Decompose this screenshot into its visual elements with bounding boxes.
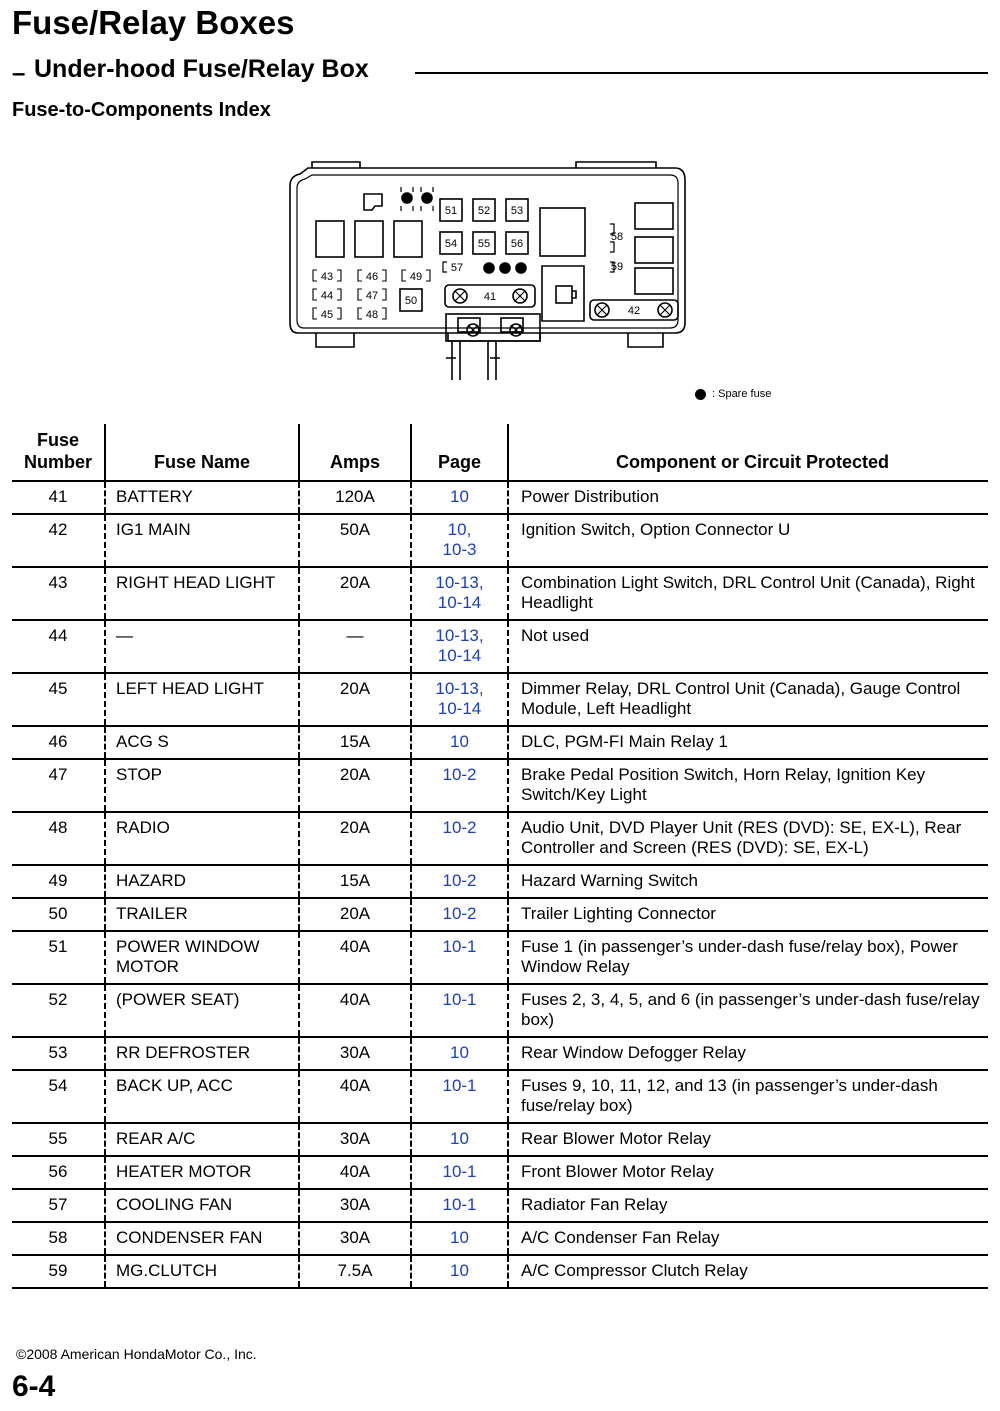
page-ref-cell <box>411 1255 508 1288</box>
header-component: Component or Circuit Protected <box>508 424 988 481</box>
page-ref-cell <box>411 812 508 865</box>
page-ref-link[interactable]: 10-2 <box>442 871 477 890</box>
page-ref-link[interactable]: 10 <box>450 1043 469 1062</box>
subtitle-dash: – <box>12 60 26 87</box>
page-ref-link[interactable]: 10-1 <box>442 990 477 1009</box>
component-cell: Not used <box>508 620 988 673</box>
subtitle-rule <box>415 72 988 74</box>
table-row <box>12 567 988 620</box>
page-ref-link[interactable]: 10-13, <box>435 626 484 645</box>
diagram-label: 44 <box>320 290 334 302</box>
component-cell: Fuse 1 (in passenger’s under-dash fuse/relay box), Power Window Relay <box>508 931 988 984</box>
fuse-number-cell: 42 <box>12 514 105 567</box>
fuse-number-cell: 45 <box>12 673 105 726</box>
header-fuse-number-line2: Number <box>23 452 92 472</box>
table-header-row <box>12 424 988 481</box>
component-cell: Rear Blower Motor Relay <box>508 1123 988 1156</box>
page-ref-link[interactable]: 10-1 <box>442 1162 477 1181</box>
table-row <box>12 898 988 931</box>
page-ref-cell <box>411 898 508 931</box>
fuse-amps-cell: 20A <box>299 759 411 812</box>
housing-outline <box>290 168 685 333</box>
fuse-name-cell: (POWER SEAT) <box>105 984 299 1037</box>
fuse-amps-cell: 50A <box>299 514 411 567</box>
diagram-label: 56 <box>510 238 524 250</box>
diagram-label: 59 <box>610 261 624 273</box>
diagram-label: 41 <box>483 291 497 303</box>
fuse-number-cell: 58 <box>12 1222 105 1255</box>
component-cell: Brake Pedal Position Switch, Horn Relay, Ignition Key Switch/Key Light <box>508 759 988 812</box>
fuse-number-cell: 51 <box>12 931 105 984</box>
diagram-label: 49 <box>409 271 423 283</box>
fuse-name-cell: MG.CLUTCH <box>105 1255 299 1288</box>
fuse-amps-cell: 40A <box>299 931 411 984</box>
fuse-number-cell: 54 <box>12 1070 105 1123</box>
table-row <box>12 1189 988 1222</box>
table-row <box>12 673 988 726</box>
diagram-label: 47 <box>365 290 379 302</box>
fuse-name-cell: TRAILER <box>105 898 299 931</box>
fuse-amps-cell: 20A <box>299 898 411 931</box>
fuse-name-cell: COOLING FAN <box>105 1189 299 1222</box>
diagram-label: 53 <box>510 205 524 217</box>
page-ref-link[interactable]: 10-2 <box>442 818 477 837</box>
fuse-number-cell: 46 <box>12 726 105 759</box>
page-ref-cell <box>411 1156 508 1189</box>
page-ref-cell <box>411 514 508 567</box>
fuse-amps-cell: 40A <box>299 1070 411 1123</box>
page-ref-link[interactable]: 10-1 <box>442 937 477 956</box>
copyright: ©2008 American HondaMotor Co., Inc. <box>16 1346 257 1362</box>
table-row <box>12 759 988 812</box>
table-row <box>12 514 988 567</box>
page-ref-link[interactable]: 10-1 <box>442 1195 477 1214</box>
page-ref-cell <box>411 567 508 620</box>
page-ref-link[interactable]: 10, <box>447 520 472 539</box>
fuse-number-cell: 56 <box>12 1156 105 1189</box>
fuse-amps-cell: 20A <box>299 812 411 865</box>
component-cell: Fuses 2, 3, 4, 5, and 6 (in passenger’s under-dash fuse/relay box) <box>508 984 988 1037</box>
table-row <box>12 481 988 514</box>
fuse-amps-cell: 120A <box>299 481 411 514</box>
table-row <box>12 1222 988 1255</box>
fuse-name-cell: REAR A/C <box>105 1123 299 1156</box>
table-row <box>12 1123 988 1156</box>
fuse-amps-cell: 40A <box>299 984 411 1037</box>
component-cell: A/C Compressor Clutch Relay <box>508 1255 988 1288</box>
diagram-label: 54 <box>444 238 458 250</box>
diagram-label: 46 <box>365 271 379 283</box>
diagram-label: 52 <box>477 205 491 217</box>
table-row <box>12 984 988 1037</box>
fuse-amps-cell: 40A <box>299 1156 411 1189</box>
page-ref-cell <box>411 1070 508 1123</box>
component-cell: Dimmer Relay, DRL Control Unit (Canada), Gauge Control Module, Left Headlight <box>508 673 988 726</box>
fuse-amps-cell: 30A <box>299 1222 411 1255</box>
diagram-label: 42 <box>627 305 641 317</box>
fuse-name-cell: RR DEFROSTER <box>105 1037 299 1070</box>
table-row <box>12 931 988 984</box>
header-fuse-number <box>12 424 105 481</box>
header-fuse-number-line1: Fuse <box>36 430 79 450</box>
diagram-label: 55 <box>477 238 491 250</box>
component-cell: Trailer Lighting Connector <box>508 898 988 931</box>
page-ref-cell <box>411 1189 508 1222</box>
component-cell: Combination Light Switch, DRL Control Unit (Canada), Right Headlight <box>508 567 988 620</box>
housing-inner <box>297 175 678 328</box>
fuse-name-cell: HEATER MOTOR <box>105 1156 299 1189</box>
fuse-number-cell: 59 <box>12 1255 105 1288</box>
page-number: 6-4 <box>12 1370 56 1403</box>
fuse-amps-cell: 15A <box>299 726 411 759</box>
table-row <box>12 1070 988 1123</box>
fuse-name-cell: — <box>105 620 299 673</box>
page-ref-cell <box>411 1037 508 1070</box>
page-ref-link[interactable]: 10-13, <box>435 573 484 592</box>
section-subtitle: Under-hood Fuse/Relay Box <box>34 55 369 83</box>
fuse-number-cell: 48 <box>12 812 105 865</box>
diagram-label: 50 <box>404 295 418 307</box>
fuse-amps-cell: 20A <box>299 673 411 726</box>
index-title: Fuse-to-Components Index <box>12 99 271 121</box>
page-ref-link[interactable]: 10 <box>450 1261 469 1280</box>
fuse-name-cell: BACK UP, ACC <box>105 1070 299 1123</box>
header-page: Page <box>411 424 508 481</box>
page-title: Fuse/Relay Boxes <box>12 4 295 41</box>
page-ref-cell <box>411 759 508 812</box>
table-row <box>12 865 988 898</box>
page-ref-link[interactable]: 10 <box>450 487 469 506</box>
fuse-amps-cell: 15A <box>299 865 411 898</box>
page-ref-link[interactable]: 10-14 <box>437 593 482 612</box>
fuse-amps-cell: 20A <box>299 567 411 620</box>
page-ref-link[interactable]: 10 <box>450 1228 469 1247</box>
component-cell: Fuses 9, 10, 11, 12, and 13 (in passenger’s under-dash fuse/relay box) <box>508 1070 988 1123</box>
fuse-amps-cell: 30A <box>299 1037 411 1070</box>
page-ref-link[interactable]: 10-14 <box>437 646 482 665</box>
diagram-label: 58 <box>610 231 624 243</box>
page-ref-link[interactable]: 10-14 <box>437 699 482 718</box>
fuse-name-cell: BATTERY <box>105 481 299 514</box>
fuse-number-cell: 44 <box>12 620 105 673</box>
diagram-label: 48 <box>365 309 379 321</box>
fuse-name-cell: STOP <box>105 759 299 812</box>
page-ref-link[interactable]: 10-3 <box>442 540 477 559</box>
table-row <box>12 620 988 673</box>
page-ref-cell <box>411 620 508 673</box>
component-cell: A/C Condenser Fan Relay <box>508 1222 988 1255</box>
fuse-name-cell: IG1 MAIN <box>105 514 299 567</box>
fuse-number-cell: 49 <box>12 865 105 898</box>
spare-fuse-legend <box>695 388 771 400</box>
fuse-number-cell: 52 <box>12 984 105 1037</box>
fuse-number-cell: 55 <box>12 1123 105 1156</box>
page-ref-link[interactable]: 10-1 <box>442 1076 477 1095</box>
fuse-name-cell: POWER WINDOW MOTOR <box>105 931 299 984</box>
page-ref-cell <box>411 931 508 984</box>
fuse-number-cell: 43 <box>12 567 105 620</box>
component-cell: Rear Window Defogger Relay <box>508 1037 988 1070</box>
fuse-name-cell: LEFT HEAD LIGHT <box>105 673 299 726</box>
diagram-label: 45 <box>320 309 334 321</box>
diagram-label: 43 <box>320 271 334 283</box>
component-cell: Front Blower Motor Relay <box>508 1156 988 1189</box>
page-ref-link[interactable]: 10 <box>450 1129 469 1148</box>
fuse-number-cell: 53 <box>12 1037 105 1070</box>
header-fuse-name: Fuse Name <box>105 424 299 481</box>
table-body <box>12 481 988 1288</box>
page-ref-cell <box>411 984 508 1037</box>
fuse-name-cell: CONDENSER FAN <box>105 1222 299 1255</box>
table-row <box>12 726 988 759</box>
fuse-box-diagram <box>280 158 700 383</box>
component-cell: Power Distribution <box>508 481 988 514</box>
header-amps: Amps <box>299 424 411 481</box>
fuse-number-cell: 50 <box>12 898 105 931</box>
fuse-amps-cell: 7.5A <box>299 1255 411 1288</box>
fuse-amps-cell: 30A <box>299 1123 411 1156</box>
component-cell: Audio Unit, DVD Player Unit (RES (DVD): SE, EX-L), Rear Controller and Screen (RES (DVD): SE, EX-L) <box>508 812 988 865</box>
page-ref-cell <box>411 481 508 514</box>
table-row <box>12 1156 988 1189</box>
page-ref-cell <box>411 726 508 759</box>
component-cell: Hazard Warning Switch <box>508 865 988 898</box>
fuse-name-cell: HAZARD <box>105 865 299 898</box>
table-row <box>12 1037 988 1070</box>
diagram-label: 57 <box>450 262 464 274</box>
page-ref-link[interactable]: 10 <box>450 732 469 751</box>
page-ref-link[interactable]: 10-2 <box>442 904 477 923</box>
component-cell: Ignition Switch, Option Connector U <box>508 514 988 567</box>
table-row <box>12 1255 988 1288</box>
fuse-amps-cell: — <box>299 620 411 673</box>
fuse-amps-cell: 30A <box>299 1189 411 1222</box>
fuse-name-cell: ACG S <box>105 726 299 759</box>
fuse-number-cell: 47 <box>12 759 105 812</box>
spare-fuse-legend-text: : Spare fuse <box>712 388 772 400</box>
page-ref-link[interactable]: 10-2 <box>442 765 477 784</box>
fuse-number-cell: 41 <box>12 481 105 514</box>
page-ref-link[interactable]: 10-13, <box>435 679 484 698</box>
diagram-label: 51 <box>444 205 458 217</box>
spare-fuse-dot-icon <box>695 389 706 400</box>
fuse-number-cell: 57 <box>12 1189 105 1222</box>
fuse-name-cell: RIGHT HEAD LIGHT <box>105 567 299 620</box>
page-ref-cell <box>411 1222 508 1255</box>
page-ref-cell <box>411 865 508 898</box>
table-row <box>12 812 988 865</box>
fuse-index-table <box>12 424 988 1289</box>
component-cell: DLC, PGM-FI Main Relay 1 <box>508 726 988 759</box>
page-ref-cell <box>411 1123 508 1156</box>
component-cell: Radiator Fan Relay <box>508 1189 988 1222</box>
page-ref-cell <box>411 673 508 726</box>
fuse-name-cell: RADIO <box>105 812 299 865</box>
